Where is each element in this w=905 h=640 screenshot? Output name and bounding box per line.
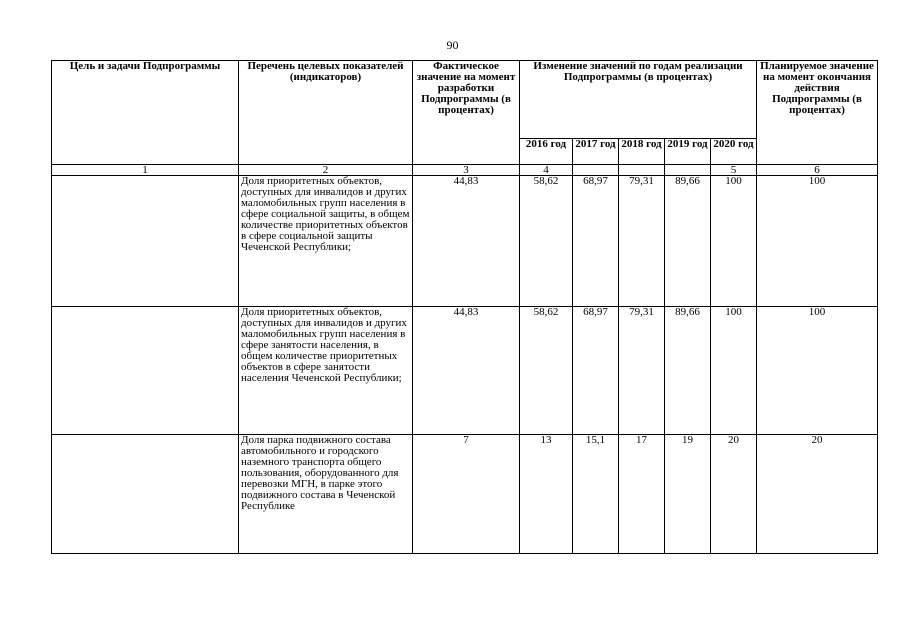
indicators-table (51, 60, 878, 554)
value-2020-cell: 100 (711, 307, 757, 435)
column-number (573, 165, 619, 176)
column-number (619, 165, 665, 176)
value-2018-cell: 79,31 (619, 307, 665, 435)
value-2020-cell: 20 (711, 435, 757, 554)
header-indicators: Перечень целевых показателей (индикаторов) (239, 61, 413, 165)
value-2020-cell: 100 (711, 176, 757, 307)
header-planned-value: Планируемое значение на момент окончания действия Подпрограммы (в процентах) (757, 61, 878, 165)
value-2018-cell: 79,31 (619, 176, 665, 307)
value-2017-cell: 68,97 (573, 176, 619, 307)
year-2016-header: 2016 год (520, 139, 573, 165)
table-row (52, 307, 878, 435)
table-row (52, 435, 878, 554)
column-number: 4 (520, 165, 573, 176)
column-number: 2 (239, 165, 413, 176)
year-2019-header: 2019 год (665, 139, 711, 165)
header-actual-value: Фактическое значение на момент разработки Подпрограммы (в процентах) (413, 61, 520, 165)
year-2020-header: 2020 год (711, 139, 757, 165)
goal-cell (52, 435, 239, 554)
column-number: 3 (413, 165, 520, 176)
header-goal: Цель и задачи Подпрограммы (52, 61, 239, 165)
actual-value-cell: 7 (413, 435, 520, 554)
column-number: 1 (52, 165, 239, 176)
goal-cell (52, 307, 239, 435)
actual-value-cell: 44,83 (413, 307, 520, 435)
goal-cell (52, 176, 239, 307)
planned-value-cell: 100 (757, 176, 878, 307)
actual-value-cell: 44,83 (413, 176, 520, 307)
planned-value-cell: 20 (757, 435, 878, 554)
year-2018-header: 2018 год (619, 139, 665, 165)
value-2018-cell: 17 (619, 435, 665, 554)
indicator-cell: Доля парка подвижного состава автомобильного и городского наземного транспорта общего пользования, оборудованного для перевозки МГН, в парке этого подвижного состава в Чеченской Республике (239, 435, 413, 554)
indicator-cell: Доля приоритетных объектов, доступных для инвалидов и других маломобильных групп населения в сфере занятости населения, в общем количестве приоритетных объектов в сфере занятости населения Чеченской Республики; (239, 307, 413, 435)
value-2017-cell: 15,1 (573, 435, 619, 554)
column-number: 6 (757, 165, 878, 176)
planned-value-cell: 100 (757, 307, 878, 435)
value-2019-cell: 89,66 (665, 307, 711, 435)
header-yearly-change: Изменение значений по годам реализации Подпрограммы (в процентах) (520, 61, 757, 139)
value-2019-cell: 19 (665, 435, 711, 554)
year-2017-header: 2017 год (573, 139, 619, 165)
value-2017-cell: 68,97 (573, 307, 619, 435)
indicator-cell: Доля приоритетных объектов, доступных для инвалидов и других маломобильных групп населения в сфере социальной защиты, в общем количестве приоритетных объектов в сфере социальной защиты Чеченской Республики; (239, 176, 413, 307)
table-row (52, 176, 878, 307)
value-2019-cell: 89,66 (665, 176, 711, 307)
page-number: 90 (446, 38, 459, 52)
column-number: 5 (711, 165, 757, 176)
value-2016-cell: 58,62 (520, 176, 573, 307)
value-2016-cell: 13 (520, 435, 573, 554)
column-number (665, 165, 711, 176)
column-numbers-row (52, 165, 878, 176)
value-2016-cell: 58,62 (520, 307, 573, 435)
